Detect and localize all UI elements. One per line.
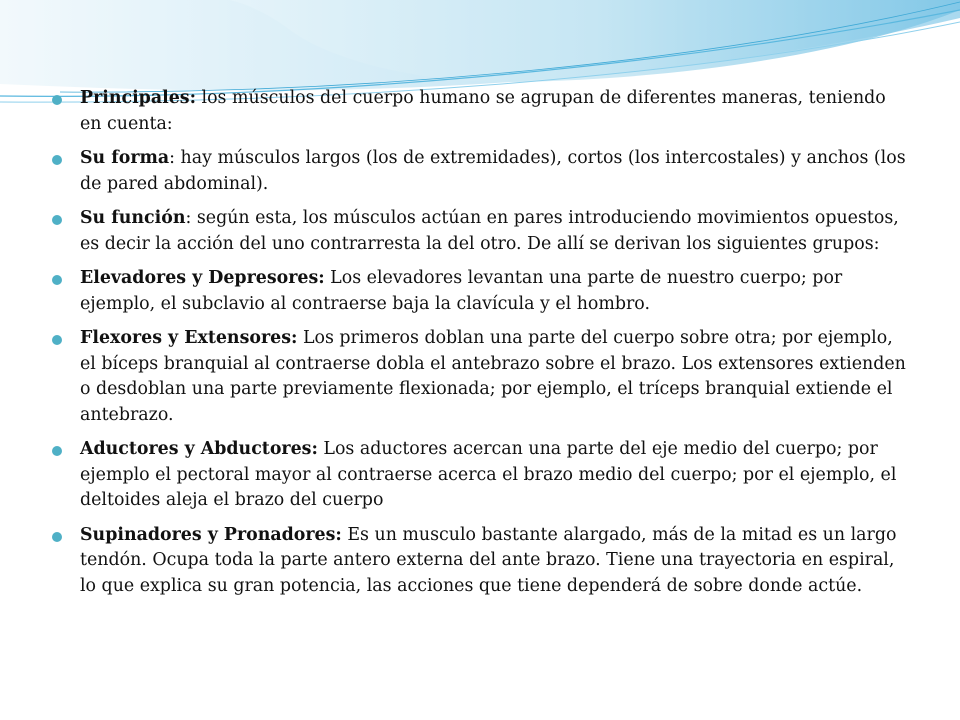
bullet-dot-icon	[52, 155, 62, 165]
bullet-dot-icon	[52, 215, 62, 225]
slide-content	[52, 86, 912, 608]
bullet-dot-icon	[52, 532, 62, 542]
bullet-dot-icon	[52, 446, 62, 456]
item-term: Su forma	[80, 148, 170, 168]
item-text: Es un musculo bastante alargado, más de la mitad es un largo tendón. Ocupa toda la parte antero externa del ante brazo. Tiene una trayectoria en espiral, lo que explica su gran potencia, las acciones que tiene dependerá de sobre donde actúe.	[80, 524, 897, 596]
item-term: Elevadores y Depresores:	[80, 268, 325, 288]
item-text: los músculos del cuerpo humano se agrupan de diferentes maneras, teniendo en cuenta:	[80, 88, 886, 134]
item-term: Flexores y Extensores:	[80, 328, 298, 348]
list-item	[52, 266, 912, 317]
list-item	[52, 206, 912, 257]
list-item	[52, 437, 912, 514]
item-text: : hay músculos largos (los de extremidades), cortos (los intercostales) y anchos (los de pared abdominal).	[80, 148, 906, 194]
bullet-list	[52, 86, 912, 599]
item-text: Los elevadores levantan una parte de nuestro cuerpo; por ejemplo, el subclavio al contraerse baja la clavícula y el hombro.	[80, 268, 843, 314]
bullet-dot-icon	[52, 335, 62, 345]
bullet-dot-icon	[52, 275, 62, 285]
list-item	[52, 146, 912, 197]
item-term: Aductores y Abductores:	[80, 439, 318, 459]
item-text: : según esta, los músculos actúan en pares introduciendo movimientos opuestos, es decir la acción del uno contrarresta la del otro. De allí se derivan los siguientes grupos:	[80, 208, 899, 254]
list-item	[52, 523, 912, 600]
item-term: Supinadores y Pronadores:	[80, 524, 342, 545]
list-item	[52, 326, 912, 428]
bullet-dot-icon	[52, 95, 62, 105]
item-term: Su función	[80, 208, 186, 228]
item-term: Principales:	[80, 88, 196, 108]
list-item	[52, 86, 912, 137]
item-text: Los aductores acercan una parte del eje medio del cuerpo; por ejemplo el pectoral mayor al contraerse acerca el brazo medio del cuerpo; por el ejemplo, el deltoides aleja el brazo del cuerpo	[80, 439, 897, 510]
item-text: Los primeros doblan una parte del cuerpo sobre otra; por ejemplo, el bíceps branquial al contraerse dobla el antebrazo sobre el brazo. Los extensores extienden o desdoblan una parte previamente flexionada; por ejemplo, el tríceps branquial extiende el antebrazo.	[80, 328, 906, 425]
